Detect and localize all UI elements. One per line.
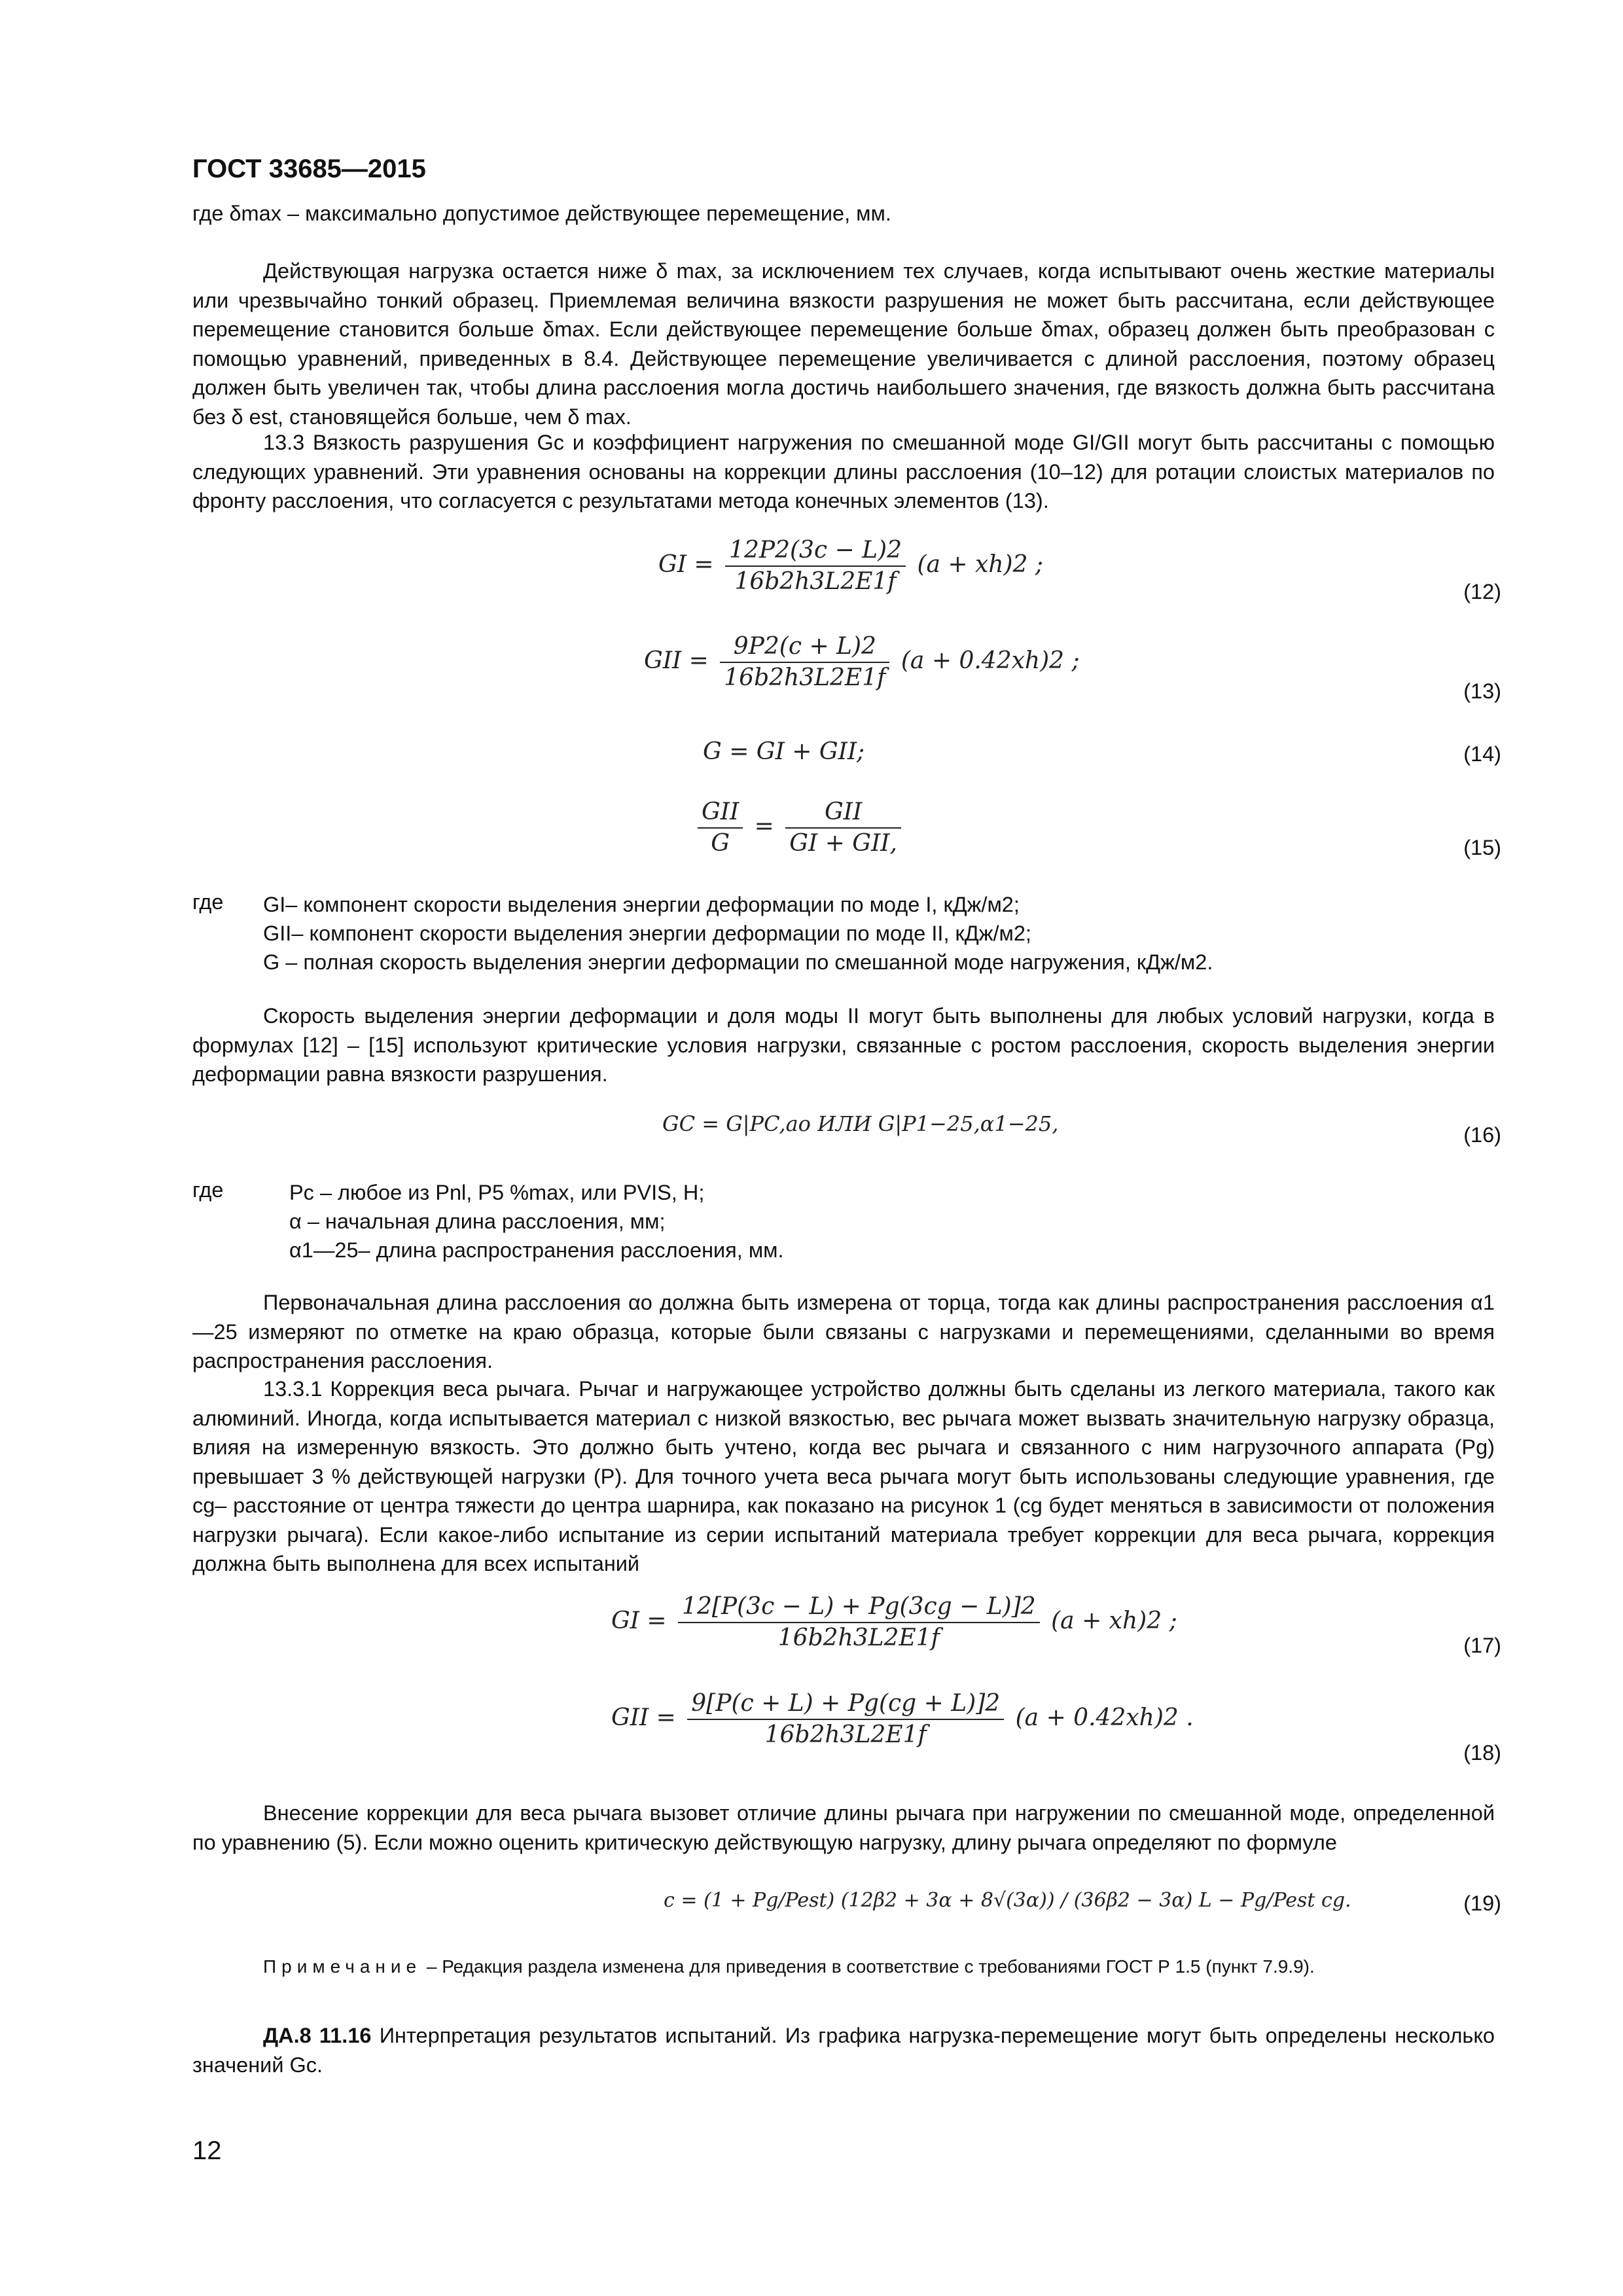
equation-14: G = GI + GII; xyxy=(703,738,865,765)
equation-17-tail: (a + xh)2 xyxy=(1051,1607,1162,1634)
note xyxy=(263,1954,1495,1979)
equation-17-number: (17) xyxy=(1463,1634,1501,1657)
equation-12-numerator: 12P2(3c − L)2 xyxy=(725,535,906,567)
equation-18 xyxy=(611,1689,1194,1750)
note-label: Примечание xyxy=(263,1956,422,1977)
equation-18-tail: (a + 0.42xh)2 xyxy=(1015,1704,1179,1731)
equation-17 xyxy=(611,1592,1177,1653)
equation-18-lhs: GII = xyxy=(611,1704,676,1731)
definition-gii: GII– компонент скорости выделения энергии деформации по моде II, кДж/м2; xyxy=(263,922,1031,945)
equation-18-numerator: 9[P(c + L) + Pg(cg + L)]2 xyxy=(687,1689,1004,1720)
equation-18-fraction xyxy=(687,1689,1004,1750)
paragraph-da-8-text: Интерпретация результатов испытаний. Из графика нагрузка-перемещение могут быть определены несколько значений Gc. xyxy=(192,2024,1495,2077)
equation-19: c = (1 + Pg/Pest) (12β2 + 3α + 8√(3α)) / (36β2 − 3α) L − Pg/Pest cg. xyxy=(664,1889,1351,1912)
document-page xyxy=(192,0,1501,2296)
paragraph-delta-max: где δmax – максимально допустимое действующее перемещение, мм. xyxy=(192,202,891,225)
equation-13-denominator: 16b2h3L2E1f xyxy=(724,664,886,691)
equation-17-fraction xyxy=(678,1592,1040,1653)
definition-gi: GI– компонент скорости выделения энергии деформации по моде I, кДж/м2; xyxy=(263,893,1020,916)
paragraph-da-8 xyxy=(192,2021,1495,2079)
equation-15-right-fraction xyxy=(785,797,901,859)
equation-14-number: (14) xyxy=(1463,742,1501,766)
page-number: 12 xyxy=(192,2136,222,2165)
equation-13-tail: (a + 0.42xh)2 xyxy=(901,647,1065,674)
equation-13-numerator: 9P2(c + L)2 xyxy=(720,632,889,663)
equation-13-end: ; xyxy=(1071,647,1080,674)
equation-12-lhs: GI = xyxy=(658,551,714,578)
paragraph-13-3-1: 13.3.1 Коррекция веса рычага. Рычаг и нагружающее устройство должны быть сделаны из легкого материала, такого как алюминий. Иногда, когда испытывается материал с низкой вязкостью, вес рычага может вызвать значительную нагрузку образца, влияя на измеренную вязкость. Это должно быть учтено, когда вес рычага и связанного с ним нагрузочного аппарата (Pg) превышает 3 % действующей нагрузки (P). Для точного учета веса рычага могут быть использованы следующие уравнения, где cg– расстояние от центра тяжести до центра шарнира, как показано на рисунок 1 (cg будет меняться в зависимости от положения нагрузки рычага). Если какое-либо испытание из серии испытаний материала требует коррекции для веса рычага, коррекция должна быть выполнена для всех испытаний xyxy=(192,1377,1495,1575)
definitions-g-components xyxy=(263,890,1213,977)
equation-16-number: (16) xyxy=(1463,1123,1501,1147)
equation-15-number: (15) xyxy=(1463,836,1501,859)
equation-12-denominator: 16b2h3L2E1f xyxy=(734,568,897,595)
where-label-2: где xyxy=(192,1178,224,1202)
equation-13-number: (13) xyxy=(1463,679,1501,703)
equation-13 xyxy=(644,632,1080,693)
paragraph-lever-correction: Внесение коррекции для веса рычага вызовет отличие длины рычага при нагружении по смешанной моде, определенной по уравнению (5). Если можно оценить критическую действующую нагрузку, длину рычага определяют по формуле xyxy=(192,1801,1495,1854)
equation-17-end: ; xyxy=(1169,1607,1177,1634)
definition-g: G – полная скорость выделения энергии деформации по смешанной моде нагружения, кДж/м2. xyxy=(263,950,1213,974)
equation-17-numerator: 12[P(3c − L) + Pg(3cg − L)]2 xyxy=(678,1592,1040,1623)
equation-16: GC = G|PC,ao ИЛИ G|P1−25,α1−25, xyxy=(662,1111,1059,1136)
equation-12-number: (12) xyxy=(1463,580,1501,603)
equation-15-left-num: GII xyxy=(698,797,743,829)
equation-12-fraction xyxy=(725,535,906,597)
definition-alpha: α – начальная длина расслоения, мм; xyxy=(289,1210,666,1233)
paragraph-energy-release: Скорость выделения энергии деформации и доля моды II могут быть выполнены для любых условий нагрузки, когда в формулах [12] – [15] используют критические условия нагрузки, связанные с ростом расслоения, скорость выделения энергии деформации равна вязкости разрушения. xyxy=(192,1004,1495,1086)
equation-13-fraction xyxy=(720,632,889,693)
paragraph-13-3: 13.3 Вязкость разрушения Gc и коэффициент нагружения по смешанной моде GI/GII могут быть рассчитаны с помощью следующих уравнений. Эти уравнения основаны на коррекции длины расслоения (10–12) для ротации слоистых материалов по фронту расслоения, что согласуется с результатами метода конечных элементов (13). xyxy=(192,431,1495,512)
equation-15-right-num: GII xyxy=(785,797,901,829)
where-label-1: где xyxy=(192,890,224,914)
equation-15-equals: = xyxy=(754,813,774,840)
equation-18-end: . xyxy=(1186,1704,1194,1731)
definition-pc: Pc – любое из Pnl, P5 %max, или PVIS, Н; xyxy=(289,1181,705,1204)
note-text: – Редакция раздела изменена для приведения в соответствие с требованиями ГОСТ Р 1.5 (пункт 7.9.9). xyxy=(421,1956,1315,1977)
equation-12 xyxy=(658,535,1043,597)
equation-15-left-den: G xyxy=(711,830,730,857)
equation-18-denominator: 16b2h3L2E1f xyxy=(764,1721,927,1748)
paragraph-da-8-number: ДА.8 11.16 xyxy=(263,2024,372,2047)
equation-19-number: (19) xyxy=(1463,1892,1501,1915)
definitions-loads xyxy=(289,1178,784,1265)
equation-13-lhs: GII = xyxy=(644,647,709,674)
equation-17-denominator: 16b2h3L2E1f xyxy=(777,1624,940,1651)
paragraph-acting-load: Действующая нагрузка остается ниже δ max, за исключением тех случаев, когда испытывают очень жесткие материалы или чрезвычайно тонкий образец. Приемлемая величина вязкости разрушения не может быть рассчитана, если действующее перемещение становится больше δmax. Если действующее перемещение больше δmax, образец должен быть преобразован с помощью уравнений, приведенных в 8.4. Действующее перемещение увеличивается с длиной расслоения, поэтому образец должен быть увеличен так, чтобы длина расслоения могла достичь наибольшего значения, где вязкость должна быть рассчитана без δ est, становящейся больше, чем δ max. xyxy=(192,259,1495,429)
equation-17-lhs: GI = xyxy=(611,1607,667,1634)
equation-18-number: (18) xyxy=(1463,1741,1501,1765)
equation-12-end: ; xyxy=(1035,551,1044,578)
equation-15 xyxy=(694,797,905,859)
equation-12-tail: (a + xh)2 xyxy=(917,551,1028,578)
standard-header: ГОСТ 33685—2015 xyxy=(192,154,426,183)
paragraph-initial-length: Первоначальная длина расслоения αo должна быть измерена от торца, тогда как длины распространения расслоения α1—25 измеряют по отметке на краю образца, которые были связаны с нагрузками и перемещениями, сделанными во время распространения расслоения. xyxy=(192,1291,1495,1372)
definition-alpha-1-25: α1—25– длина распространения расслоения, мм. xyxy=(289,1238,784,1262)
equation-15-left-fraction xyxy=(698,797,743,859)
equation-15-right-den: GI + GII, xyxy=(789,830,897,857)
